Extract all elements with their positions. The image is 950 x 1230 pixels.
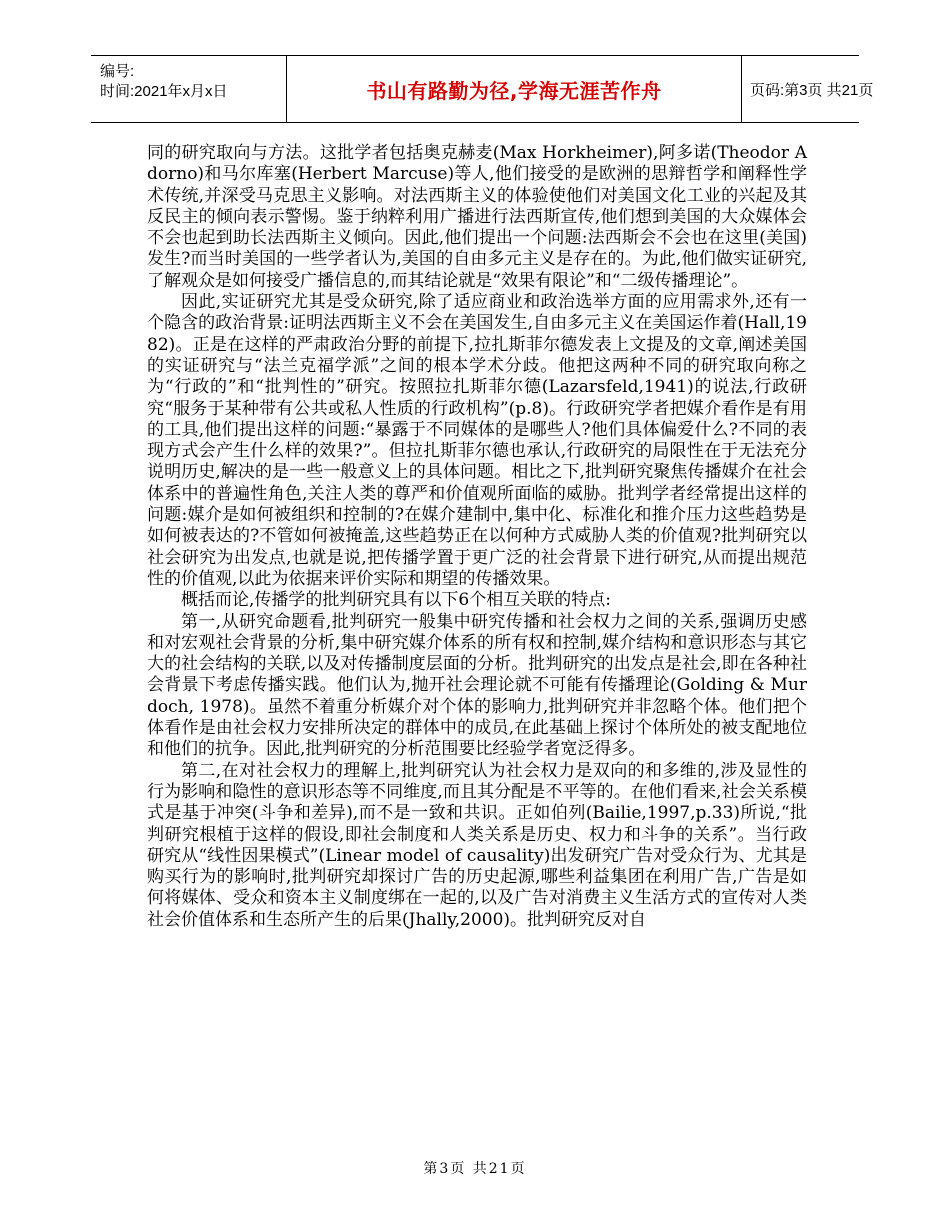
paragraph-1: 同的研究取向与方法。这批学者包括奥克赫麦(Max Horkheimer),阿多诺(Theodor Adorno)和马尔库塞(Herbert Marcuse)等人,他们接受的是欧洲的思辩哲学和阐释性学术传统,并深受马克思主义影响。对法西斯主义的体验使他们对美国文化工业的兴起及其反民主的倾向表示警惕。鉴于纳粹利用广播进行法西斯宣传,他们想到美国的大众媒体会不会也起到助长法西斯主义倾向。因此,他们提出一个问题:法西斯会不会也在这里(美国)发生?而当时美国的一些学者认为,美国的自由多元主义是存在的。为此,他们做实证研究,了解观众是如何接受广播信息的,而其结论就是“效果有限论”和“二级传播理论”。	[147, 143, 807, 291]
page-footer: 第3页 共21页	[423, 1161, 527, 1177]
page-header	[91, 55, 874, 123]
header-info-cell	[91, 56, 286, 122]
header-motto: 书山有路勤为径,学海无涯苦作舟	[286, 56, 742, 122]
header-page-number: 页码:第3页 共21页	[750, 81, 874, 99]
document-time-label: 时间:2021年x月x日	[100, 83, 228, 100]
paragraph-5: 第二,在对社会权力的理解上,批判研究认为社会权力是双向的和多维的,涉及显性的行为影响和隐性的意识形态等不同维度,而且其分配是不平等的。在他们看来,社会关系模式是基于冲突(斗争和差异),而不是一致和共识。正如伯列(Bailie,1997,p.33)所说,“批判研究根植于这样的假设,即社会制度和人类关系是历史、权力和斗争的关系”。当行政研究从“线性因果模式”(Linear model of causality)出发研究广告对受众行为、尤其是购买行为的影响时,批判研究却探讨广告的历史起源,哪些利益集团在利用广告,广告是如何将媒体、受众和资本主义制度绑在一起的,以及广告对消费主义生活方式的宣传对人类社会价值体系和生态所产生的后果(Jhally,2000)。批判研究反对自	[147, 760, 807, 930]
paragraph-4: 第一,从研究命题看,批判研究一般集中研究传播和社会权力之间的关系,强调历史感和对宏观社会背景的分析,集中研究媒介体系的所有权和控制,媒介结构和意识形态与其它大的社会结构的关联,以及对传播制度层面的分析。批判研究的出发点是社会,即在各种社会背景下考虑传播实践。他们认为,抛开社会理论就不可能有传播理论(Golding & Murdoch, 1978)。虽然不着重分析媒介对个体的影响力,批判研究并非忽略个体。他们把个体看作是由社会权力安排所决定的群体中的成员,在此基础上探讨个体所处的被支配地位和他们的抗争。因此,批判研究的分析范围要比经验学者宽泛得多。	[147, 611, 807, 760]
paragraph-2: 因此,实证研究尤其是受众研究,除了适应商业和政治选举方面的应用需求外,还有一个隐含的政治背景:证明法西斯主义不会在美国发生,自由多元主义在美国运作着(Hall,1982)。正是在这样的严肃政治分野的前提下,拉扎斯菲尔德发表上文提及的文章,阐述美国的实证研究与“法兰克福学派”之间的根本学术分歧。他把这两种不同的研究取向称之为“行政的”和“批判性的”研究。按照拉扎斯菲尔德(Lazarsfeld,1941)的说法,行政研究“服务于某种带有公共或私人性质的行政机构”(p.8)。行政研究学者把媒介看作是有用的工具,他们提出这样的问题:“暴露于不同媒体的是哪些人?他们具体偏爱什么?不同的表现方式会产生什么样的效果?”。但拉扎斯菲尔德也承认,行政研究的局限性在于无法充分说明历史,解决的是一些一般意义上的具体问题。相比之下,批判研究聚焦传播媒介在社会体系中的普遍性角色,关注人类的尊严和价值观所面临的威胁。批判学者经常提出这样的问题:媒介是如何被组织和控制的?在媒介建制中,集中化、标准化和推介压力这些趋势是如何被表达的?不管如何被掩盖,这些趋势正在以何种方式威胁人类的价值观?批判研究以社会研究为出发点,也就是说,把传播学置于更广泛的社会背景下进行研究,从而提出规范性的价值观,以此为依据来评价实际和期望的传播效果。	[147, 292, 807, 589]
document-body	[147, 143, 807, 931]
document-number-label: 编号:	[100, 63, 135, 80]
paragraph-3: 概括而论,传播学的批判研究具有以下6个相互关联的特点:	[181, 590, 611, 611]
